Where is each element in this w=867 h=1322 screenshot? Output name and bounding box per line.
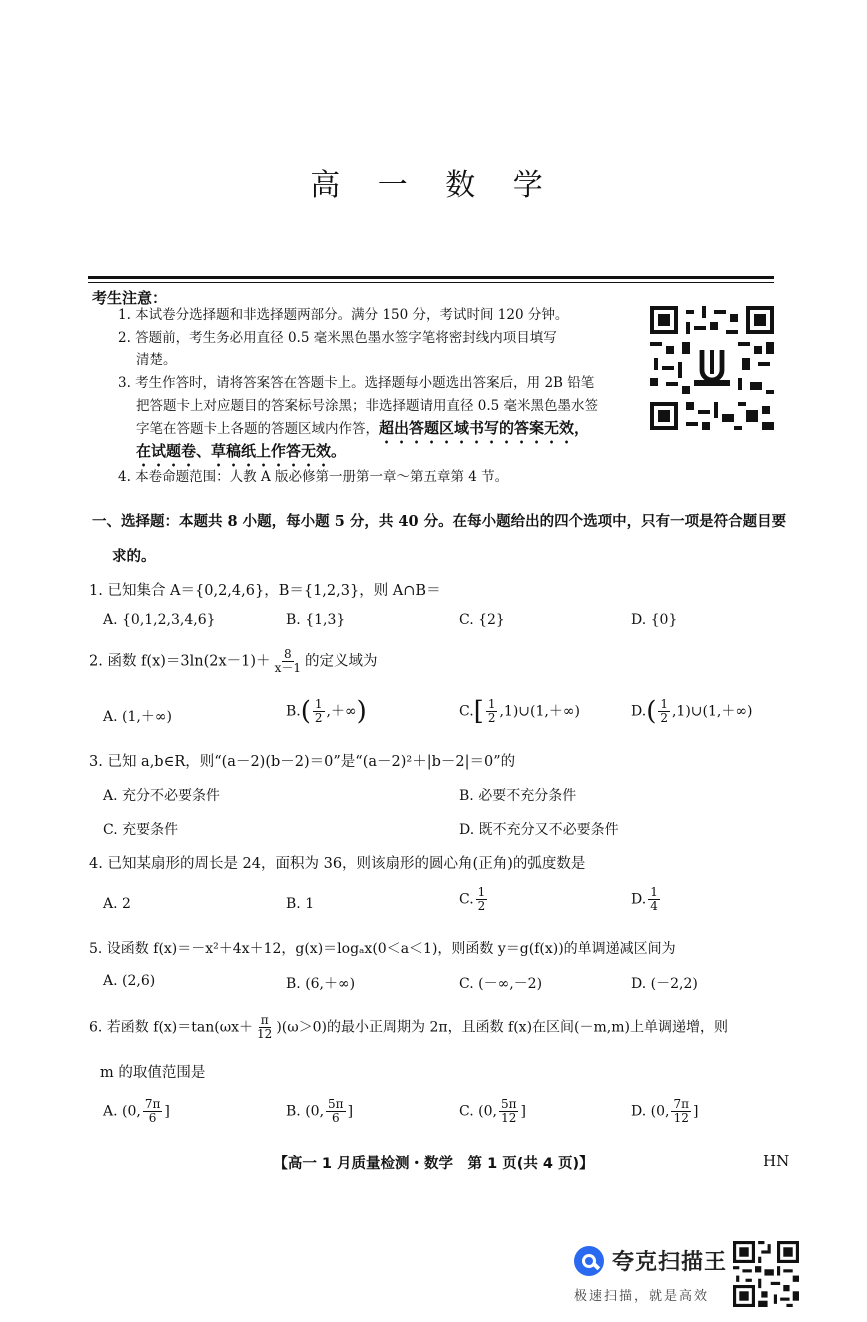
question-6-option-b [286, 1098, 353, 1125]
interval-open: (0, [122, 1103, 141, 1120]
exam-region-code: HN [763, 1152, 790, 1170]
question-3-stem: 3. 已知 a,b∈R，则“(a－2)(b－2)＝0”是“(a－2)²＋|b－2|＝0”的 [89, 754, 516, 770]
question-3-option-b: B. 必要不充分条件 [459, 788, 577, 804]
question-5-option-d: D. (－2,2) [631, 976, 698, 992]
question-1-option-a: A. {0,1,2,3,4,6} [103, 612, 216, 628]
qr-code-icon [650, 306, 774, 430]
notice-item-3-line1: 3. 考生作答时，请将答案答在答题卡上。选择题每小题选出答案后，用 2B 铅笔 [118, 375, 595, 391]
question-6-stem-a: 6. 若函数 f(x)＝tan(ωx＋ [89, 1019, 254, 1036]
notice-item-3-line3a: 字笔在答题卡上各题的答题区域内作答， [136, 421, 379, 437]
scanner-brand: 夸克扫描王 [612, 1250, 728, 1275]
fraction-denominator: 12 [501, 1111, 517, 1125]
question-2-stem [89, 648, 377, 675]
option-label: D. [631, 891, 647, 908]
question-1-stem: 1. 已知集合 A＝{0,2,4,6}，B＝{1,2,3}，则 A∩B＝ [89, 583, 441, 599]
fraction-denominator: 2 [487, 711, 496, 725]
option-label: C. [459, 1103, 474, 1120]
scanner-qr-code-icon [733, 1241, 799, 1307]
question-3-option-c: C. 充要条件 [103, 822, 179, 838]
option-label: D. [631, 703, 647, 720]
option-label: C. [459, 703, 474, 720]
option-label: B. [286, 703, 301, 720]
question-4-option-c [459, 886, 489, 913]
fraction-numerator: 1 [477, 885, 486, 899]
fraction-denominator: 6 [331, 1111, 340, 1125]
question-4-stem: 4. 已知某扇形的周长是 24，面积为 36，则该扇形的圆心角(正角)的弧度数是 [89, 856, 586, 872]
fraction-denominator: 12 [257, 1027, 273, 1041]
notice-item-4: 4. 本卷命题范围：人教 A 版必修第一册第一章～第五章第 4 节。 [118, 469, 509, 485]
fraction-denominator: 2 [660, 711, 668, 725]
section-heading-line2: 求的。 [112, 548, 156, 565]
question-4-option-b: B. 1 [286, 896, 315, 912]
fraction-numerator: 8 [283, 647, 292, 661]
notice-item-2-line1: 2. 答题前，考生务必用直径 0.5 毫米黑色墨水签字笔将密封线内项目填写 [118, 330, 557, 346]
option-label: C. [459, 891, 474, 908]
question-1-option-b: B. {1,3} [286, 612, 346, 628]
fraction-numerator: 1 [660, 697, 668, 711]
question-2-option-c: C.[ $\frac{1}{2}$ ,1)∪(1,＋∞) [459, 696, 580, 727]
fraction-numerator: π [260, 1013, 269, 1027]
interval-close: ] [164, 1103, 170, 1120]
fraction-numerator: 7π [144, 1097, 161, 1111]
question-6-option-a [103, 1098, 170, 1125]
fraction-numerator: 5π [328, 1097, 344, 1111]
question-6-option-c [459, 1098, 526, 1125]
question-2-option-b: B.( $\frac{1}{2}$ ,＋∞) [286, 696, 367, 727]
top-rule-thin [88, 282, 774, 283]
fraction-numerator: 1 [650, 885, 658, 899]
question-2-option-a: A. (1,＋∞) [103, 709, 172, 725]
question-4-option-d [631, 886, 662, 913]
page-title: 高 一 数 学 [310, 168, 557, 203]
question-5-stem: 5. 设函数 f(x)＝－x²＋4x＋12，g(x)＝logₐx(0＜a＜1)，则函数 y＝g(f(x))的单调递减区间为 [89, 941, 676, 957]
fraction-numerator: 7π [673, 1097, 689, 1111]
section-heading-line1: 一、选择题：本题共 8 小题，每小题 5 分，共 40 分。在每小题给出的四个选项中，只有一项是符合题目要 [92, 513, 787, 530]
interval-open: (0, [650, 1103, 670, 1120]
notice-item-2-line2: 清楚。 [136, 352, 177, 368]
interval-open: (0, [305, 1103, 325, 1120]
fraction-numerator: 5π [500, 1097, 517, 1111]
fraction-denominator: 4 [650, 899, 658, 913]
notice-emphasis-2: 在试题卷、草稿纸上作答无效。 [136, 442, 347, 460]
top-rule-thick [88, 276, 774, 279]
interval-close: ] [693, 1103, 699, 1120]
question-5-option-b: B. (6,＋∞) [286, 976, 356, 992]
question-6-stem-line2: m 的取值范围是 [100, 1065, 206, 1081]
option-tail: ,1)∪(1,＋∞) [499, 703, 580, 720]
interval-open: (0, [478, 1103, 497, 1120]
question-2-fraction [273, 648, 303, 675]
notice-heading: 考生注意： [92, 289, 168, 307]
scanner-slogan: 极速扫描，就是高效 [574, 1289, 710, 1304]
question-1-option-c: C. {2} [459, 612, 505, 628]
interval-close: ] [520, 1103, 526, 1120]
question-6-stem-b: )(ω＞0)的最小正周期为 2π，且函数 f(x)在区间(－m,m)上单调递增，则 [276, 1019, 728, 1036]
question-1-option-d: D. {0} [631, 612, 678, 628]
question-3-option-d: D. 既不充分又不必要条件 [459, 822, 619, 838]
scanner-logo-icon [572, 1244, 606, 1278]
question-6-stem [89, 1014, 728, 1041]
notice-emphasis-1: 超出答题区域书写的答案无效， [379, 419, 590, 437]
option-label: B. [286, 1103, 301, 1120]
question-2-stem-a: 2. 函数 f(x)＝3ln(2x－1)＋ [89, 653, 271, 670]
question-6-option-d [631, 1098, 698, 1125]
interval-close: ] [347, 1103, 354, 1120]
option-tail: ,＋∞ [326, 703, 357, 720]
fraction-numerator: 1 [487, 697, 496, 711]
question-4-option-a: A. 2 [103, 896, 131, 912]
option-tail: ,1)∪(1,＋∞) [671, 703, 753, 720]
notice-item-1: 1. 本试卷分选择题和非选择题两部分。满分 150 分，考试时间 120 分钟。 [118, 307, 569, 323]
fraction-denominator: 6 [148, 1111, 157, 1125]
notice-item-3-line2: 把答题卡上对应题目的答案标号涂黑；非选择题请用直径 0.5 毫米黑色墨水签 [136, 398, 599, 414]
question-3-option-a: A. 充分不必要条件 [103, 788, 221, 804]
option-label: D. [631, 1103, 647, 1120]
page-footer: 【高一 1 月质量检测・数学 第 1 页(共 4 页)】 [273, 1156, 594, 1172]
fraction-numerator: 1 [314, 697, 323, 711]
fraction-denominator: x－1 [274, 661, 301, 675]
question-2-option-d: D.( $\frac{1}{2}$ ,1)∪(1,＋∞) [631, 696, 753, 727]
fraction-denominator: 12 [673, 1111, 689, 1125]
question-5-option-a: A. (2,6) [103, 973, 156, 989]
option-label: A. [103, 1103, 118, 1120]
fraction-denominator: 2 [477, 899, 486, 913]
question-5-option-c: C. (－∞,－2) [459, 976, 543, 992]
question-2-stem-b: 的定义域为 [304, 653, 378, 670]
fraction-denominator: 2 [314, 711, 323, 725]
